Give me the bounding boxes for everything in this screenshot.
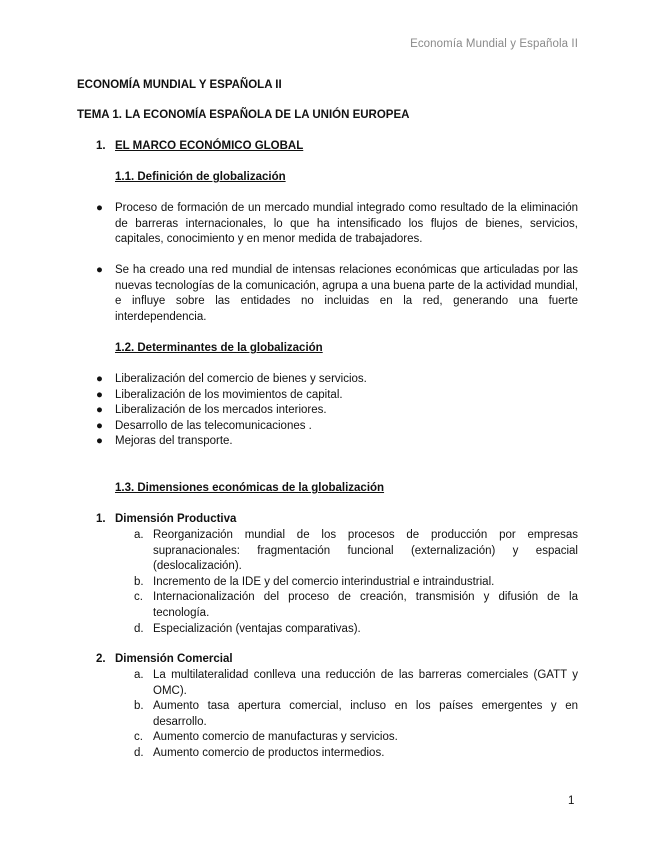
- section-number: 1.: [96, 140, 106, 152]
- list-item: c. Aumento comercio de manufacturas y servicios.: [134, 731, 398, 744]
- commercial-items-list: [134, 668, 578, 762]
- subheading-definition: 1.1. Definición de globalización: [115, 171, 286, 183]
- bullet-icon: ●: [96, 202, 103, 214]
- bullet-icon: ●: [96, 435, 103, 448]
- list-item: d. Aumento comercio de productos intermedios.: [134, 746, 385, 759]
- page-number: 1: [568, 795, 575, 807]
- document-title: ECONOMÍA MUNDIAL Y ESPAÑOLA II: [77, 79, 282, 91]
- list-item: c. Internacionalización del proceso de creación, transmisión y difusión de la tecnología.: [134, 591, 578, 619]
- list-item: a. Reorganización mundial de los procesos de producción por empresas supranacionales: fragmentación funcional (externalización) y espacial (deslocalización).: [134, 529, 578, 573]
- dimension-heading-commercial: 2. Dimensión Comercial: [96, 653, 233, 665]
- list-item: d. Especialización (ventajas comparativas).: [134, 622, 361, 635]
- list-item: ● Se ha creado una red mundial de intensas relaciones económicas que articuladas por las nuevas tecnologías de la comunicación, agrupa a una buena parte de la actividad mundial, e influye sobre las entidades no incluidas en la red, generando una fuerte interdependencia.: [96, 263, 578, 325]
- bullet-icon: ●: [96, 373, 103, 385]
- running-header: Economía Mundial y Española II: [410, 38, 578, 50]
- bullet-icon: ●: [96, 264, 103, 276]
- list-item: ● Proceso de formación de un mercado mundial integrado como resultado de la eliminación de barreras internacionales, lo que ha intensificado los flujos de bienes, servicios, capitales, conocimiento y en menor medida de trabajadores.: [96, 201, 578, 248]
- list-item: b. Incremento de la IDE y del comercio interindustrial e intraindustrial.: [134, 575, 495, 588]
- section-heading: [96, 140, 303, 152]
- bullet-icon: ●: [96, 404, 103, 417]
- determinants-bullet-list: [96, 372, 578, 450]
- list-item: ● Liberalización del comercio de bienes y servicios.: [96, 372, 578, 388]
- list-item: ● Liberalización de los movimientos de capital.: [96, 388, 578, 404]
- dimension-heading-productive: 1. Dimensión Productiva: [96, 513, 237, 525]
- productive-items-list: [134, 528, 578, 637]
- section-title: EL MARCO ECONÓMICO GLOBAL: [115, 140, 304, 152]
- bullet-icon: ●: [96, 419, 103, 432]
- list-item: a. La multilateralidad conlleva una reducción de las barreras comerciales (GATT y OMC).: [134, 669, 578, 697]
- subheading-dimensions: 1.3. Dimensiones económicas de la globalización: [115, 482, 385, 494]
- list-item: ● Desarrollo de las telecomunicaciones .: [96, 419, 578, 435]
- definition-bullet-list: [96, 201, 578, 248]
- subheading-determinants: 1.2. Determinantes de la globalización: [115, 342, 323, 354]
- list-item: ● Liberalización de los mercados interiores.: [96, 403, 578, 419]
- definition-bullet-list-2: [96, 263, 578, 325]
- bullet-icon: ●: [96, 388, 103, 401]
- unit-title: TEMA 1. LA ECONOMÍA ESPAÑOLA DE LA UNIÓN EUROPEA: [77, 109, 410, 121]
- list-item: b. Aumento tasa apertura comercial, incluso en los países emergentes y en desarrollo.: [134, 700, 578, 728]
- list-item: ● Mejoras del transporte.: [96, 434, 578, 450]
